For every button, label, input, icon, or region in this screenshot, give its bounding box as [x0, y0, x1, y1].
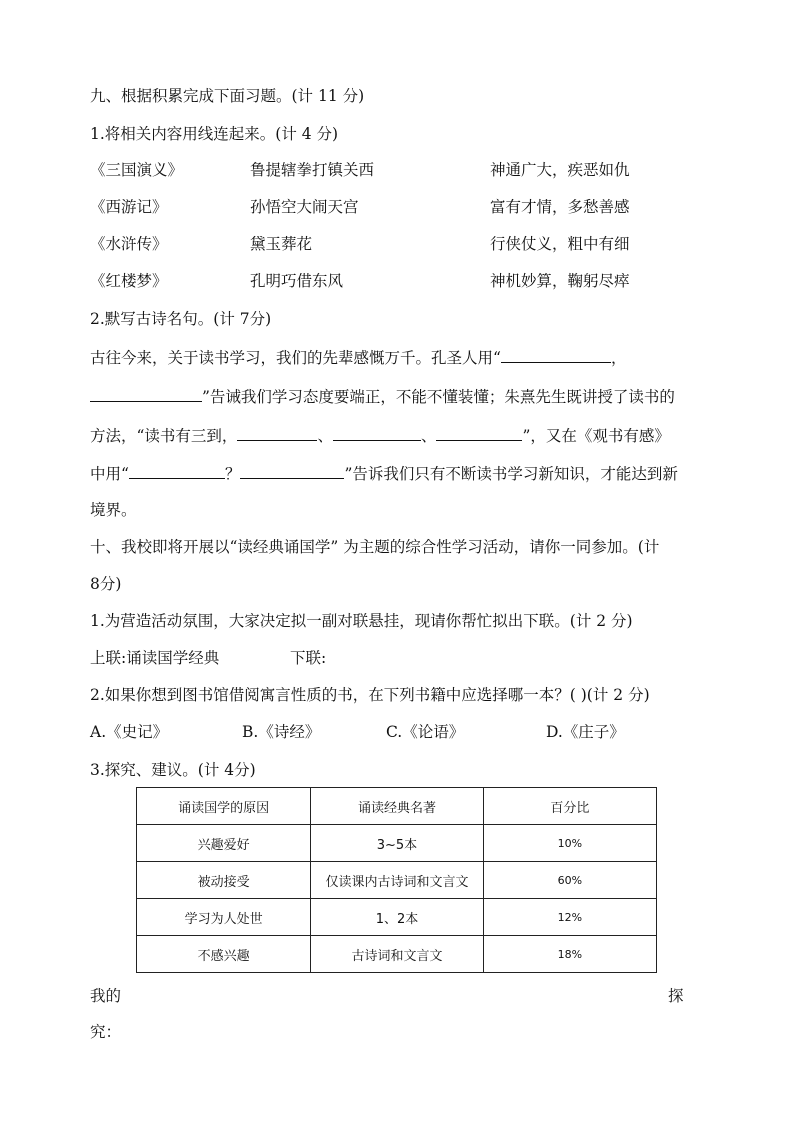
event-text[interactable]: 孙悟空大闹天宫 — [250, 198, 359, 216]
text: 中用“ — [90, 465, 129, 483]
text: 、 — [420, 427, 437, 445]
answer-blank[interactable] — [436, 424, 522, 441]
table-cell: 1、2本 — [311, 899, 483, 936]
event-text[interactable]: 黛玉葬花 — [250, 235, 313, 253]
answer-blank[interactable] — [237, 424, 317, 441]
text: ， — [610, 349, 627, 367]
table-row — [137, 899, 657, 936]
q2-title: 2.默写古诗名句。(计 7分) — [90, 310, 272, 328]
poem-paragraph-line3 — [90, 424, 670, 446]
option-b[interactable]: B.《诗经》 — [242, 723, 321, 741]
trait-text[interactable]: 神机妙算，鞠躬尽瘁 — [490, 272, 630, 290]
lower-couplet-field[interactable]: 下联: — [290, 649, 327, 667]
table-header: 诵读国学的原因 — [137, 788, 311, 825]
section9-heading: 九、根据积累完成下面习题。(计 11 分) — [90, 87, 365, 105]
text: 方法，“读书有三到， — [90, 427, 238, 445]
option-c[interactable]: C.《论语》 — [386, 723, 465, 741]
explore-question-title: 3.探究、建议。(计 4分) — [90, 761, 256, 779]
table-cell: 3~5本 — [311, 825, 483, 862]
table-header: 诵读经典名著 — [311, 788, 483, 825]
text: 、 — [317, 427, 333, 445]
poem-paragraph-line5: 境界。 — [90, 501, 137, 519]
text: ？ — [224, 465, 241, 483]
table-header: 百分比 — [483, 788, 656, 825]
book-title[interactable]: 《红楼梦》 — [90, 272, 168, 290]
table-cell: 12% — [483, 899, 656, 936]
option-a[interactable]: A.《史记》 — [90, 723, 169, 741]
poem-paragraph-line1 — [90, 346, 626, 368]
table-cell: 学习为人处世 — [137, 899, 311, 936]
trait-text[interactable]: 富有才情，多愁善感 — [490, 198, 630, 216]
answer-blank[interactable] — [501, 346, 611, 363]
my-explore-label: 我的 — [90, 987, 122, 1005]
table-cell: 被动接受 — [137, 862, 311, 899]
book-title[interactable]: 《西游记》 — [90, 198, 168, 216]
table-cell: 兴趣爱好 — [137, 825, 311, 862]
table-cell: 18% — [483, 936, 656, 973]
table-cell: 仅读课内古诗词和文言文 — [311, 862, 483, 899]
section10-heading-cont: 8分) — [90, 575, 122, 593]
table-header-row — [137, 788, 657, 825]
table-cell: 不感兴趣 — [137, 936, 311, 973]
survey-table — [136, 787, 657, 973]
explore-label-continued: 究： — [90, 1023, 122, 1041]
trait-text[interactable]: 神通广大，疾恶如仇 — [490, 161, 630, 179]
book-choice-question: 2.如果你想到图书馆借阅寓言性质的书，在下列书籍中应选择哪一本？( )(计 2 分) — [90, 686, 650, 704]
event-text[interactable]: 孔明巧借东风 — [250, 272, 344, 290]
couplet-question-title: 1.为营造活动氛围，大家决定拟一副对联悬挂，现请你帮忙拟出下联。(计 2 分) — [90, 612, 633, 630]
section10-heading: 十、我校即将开展以“读经典诵国学” 为主题的综合性学习活动，请你一同参加。(计 — [90, 538, 660, 556]
explore-label-right: 探 — [668, 987, 684, 1005]
q1-title: 1.将相关内容用线连起来。(计 4 分) — [90, 125, 339, 143]
text: ”，又在《观书有感》 — [522, 427, 670, 445]
table-row — [137, 825, 657, 862]
event-text[interactable]: 鲁提辖拳打镇关西 — [250, 161, 375, 179]
trait-text[interactable]: 行侠仗义，粗中有细 — [490, 235, 630, 253]
answer-blank[interactable] — [129, 462, 225, 479]
answer-blank[interactable] — [333, 424, 421, 441]
table-cell: 古诗词和文言文 — [311, 936, 483, 973]
text: 古往今来，关于读书学习，我们的先辈感慨万千。孔圣人用“ — [90, 349, 501, 367]
book-title[interactable]: 《水浒传》 — [90, 235, 168, 253]
table-cell: 60% — [483, 862, 656, 899]
poem-paragraph-line4 — [90, 462, 678, 484]
table-row — [137, 862, 657, 899]
poem-paragraph-line2 — [90, 385, 675, 407]
book-title[interactable]: 《三国演义》 — [90, 161, 184, 179]
answer-blank[interactable] — [90, 385, 202, 402]
table-row — [137, 936, 657, 973]
table-cell: 10% — [483, 825, 656, 862]
upper-couplet: 上联:诵读国学经典 — [90, 649, 220, 667]
answer-blank[interactable] — [240, 462, 344, 479]
text: ”告诉我们只有不断读书学习新知识，才能达到新 — [344, 465, 678, 483]
text: ”告诫我们学习态度要端正，不能不懂装懂；朱熹先生既讲授了读书的 — [202, 388, 675, 406]
option-d[interactable]: D.《庄子》 — [546, 723, 625, 741]
